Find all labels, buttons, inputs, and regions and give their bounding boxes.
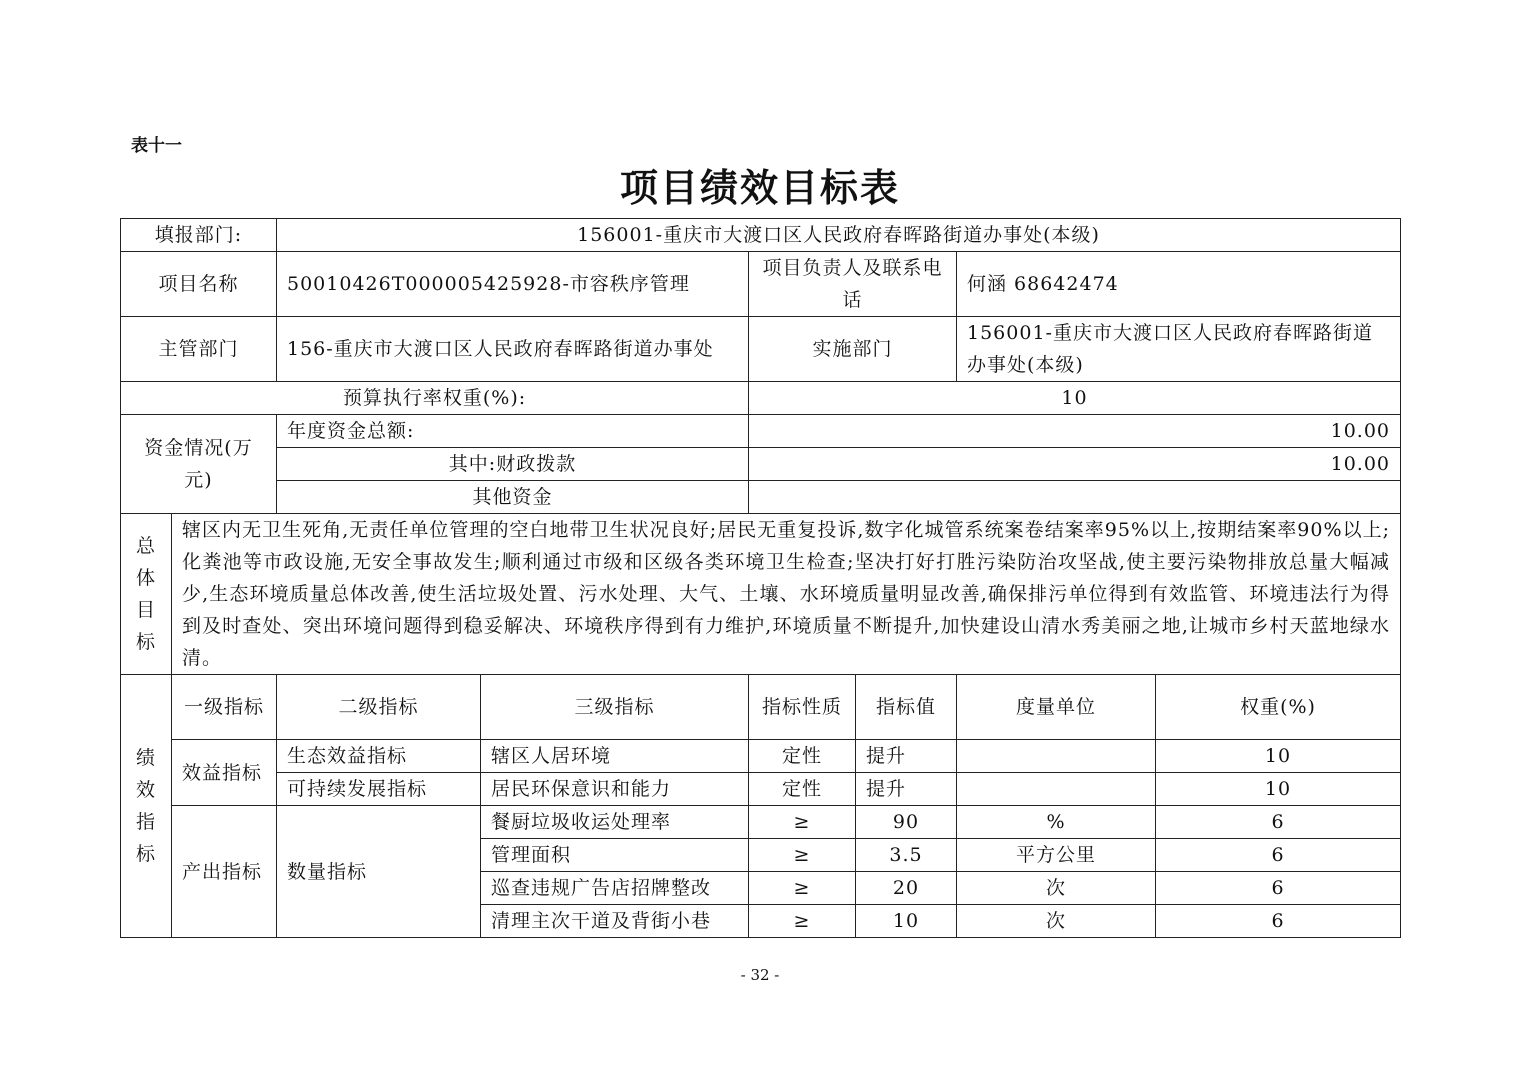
level2-cell: 可持续发展指标 bbox=[277, 773, 481, 806]
header-weight: 权重(%) bbox=[1156, 675, 1401, 740]
fiscal-value: 10.00 bbox=[749, 448, 1401, 481]
nature-cell: ≥ bbox=[749, 905, 856, 938]
value-cell: 提升 bbox=[856, 740, 957, 773]
value-cell: 3.5 bbox=[856, 839, 957, 872]
unit-cell: % bbox=[957, 806, 1156, 839]
unit-cell: 次 bbox=[957, 905, 1156, 938]
output-indicator-label: 产出指标 bbox=[172, 806, 277, 938]
other-funds-value bbox=[749, 481, 1401, 514]
project-name-row bbox=[121, 252, 1401, 317]
nature-cell: 定性 bbox=[749, 740, 856, 773]
budget-rate-value: 10 bbox=[749, 382, 1401, 415]
unit-cell: 次 bbox=[957, 872, 1156, 905]
indicators-label: 绩效指标 bbox=[121, 675, 172, 938]
level3-cell: 居民环保意识和能力 bbox=[481, 773, 749, 806]
header-level3: 三级指标 bbox=[481, 675, 749, 740]
weight-cell: 10 bbox=[1156, 773, 1401, 806]
budget-rate-label: 预算执行率权重(%): bbox=[121, 382, 749, 415]
overall-goal-text: 辖区内无卫生死角,无责任单位管理的空白地带卫生状况良好;居民无重复投诉,数字化城管系统案卷结案率95%以上,按期结案率90%以上;化粪池等市政设施,无安全事故发生;顺利通过市级和区级各类环境卫生检查;坚决打好打胜污染防治攻坚战,使主要污染物排放总量大幅减少,生态环境质量总体改善,使生活垃圾处置、污水处理、大气、土壤、水环境质量明显改善,确保排污单位得到有效监管、环境违法行为得到及时查处、突出环境问题得到稳妥解决、环境秩序得到有力维护,环境质量不断提升,加快建设山清水秀美丽之地,让城市乡村天蓝地绿水清。 bbox=[172, 514, 1401, 675]
fiscal-label: 其中:财政拨款 bbox=[277, 448, 749, 481]
header-level1: 一级指标 bbox=[172, 675, 277, 740]
dept-row bbox=[121, 219, 1401, 252]
indicator-header-row bbox=[121, 675, 1401, 740]
project-name-label: 项目名称 bbox=[121, 252, 277, 317]
annual-total-label: 年度资金总额: bbox=[277, 415, 749, 448]
header-nature: 指标性质 bbox=[749, 675, 856, 740]
page-number: - 32 - bbox=[740, 966, 780, 984]
level3-cell: 辖区人居环境 bbox=[481, 740, 749, 773]
table-row bbox=[121, 806, 1401, 839]
table-number-label: 表十一 bbox=[131, 136, 182, 156]
header-level2: 二级指标 bbox=[277, 675, 481, 740]
funds-row-fiscal bbox=[121, 448, 1401, 481]
project-name-value: 50010426T000005425928-市容秩序管理 bbox=[277, 252, 749, 317]
leader-value: 何涵 68642474 bbox=[957, 252, 1401, 317]
level3-cell: 巡查违规广告店招牌整改 bbox=[481, 872, 749, 905]
weight-cell: 10 bbox=[1156, 740, 1401, 773]
implementer-value: 156001-重庆市大渡口区人民政府春晖路街道办事处(本级) bbox=[957, 317, 1401, 382]
level3-cell: 餐厨垃圾收运处理率 bbox=[481, 806, 749, 839]
unit-cell bbox=[957, 740, 1156, 773]
dept-label: 填报部门: bbox=[121, 219, 277, 252]
benefit-indicator-label: 效益指标 bbox=[172, 740, 277, 806]
weight-cell: 6 bbox=[1156, 839, 1401, 872]
overall-goal-row bbox=[121, 514, 1401, 675]
leader-label: 项目负责人及联系电话 bbox=[749, 252, 957, 317]
other-funds-label: 其他资金 bbox=[277, 481, 749, 514]
header-unit: 度量单位 bbox=[957, 675, 1156, 740]
level3-cell: 管理面积 bbox=[481, 839, 749, 872]
funds-row-total bbox=[121, 415, 1401, 448]
funds-row-other bbox=[121, 481, 1401, 514]
level2-cell: 生态效益指标 bbox=[277, 740, 481, 773]
nature-cell: ≥ bbox=[749, 839, 856, 872]
nature-cell: ≥ bbox=[749, 806, 856, 839]
value-cell: 提升 bbox=[856, 773, 957, 806]
annual-total-value: 10.00 bbox=[749, 415, 1401, 448]
performance-target-table bbox=[120, 218, 1401, 938]
weight-cell: 6 bbox=[1156, 806, 1401, 839]
overall-goal-label: 总体目标 bbox=[121, 514, 172, 675]
table-row bbox=[121, 773, 1401, 806]
page-title: 项目绩效目标表 bbox=[619, 165, 900, 210]
nature-cell: ≥ bbox=[749, 872, 856, 905]
budget-rate-row bbox=[121, 382, 1401, 415]
value-cell: 10 bbox=[856, 905, 957, 938]
value-cell: 20 bbox=[856, 872, 957, 905]
supervisor-value: 156-重庆市大渡口区人民政府春晖路街道办事处 bbox=[277, 317, 749, 382]
funds-label: 资金情况(万元) bbox=[121, 415, 277, 514]
weight-cell: 6 bbox=[1156, 905, 1401, 938]
weight-cell: 6 bbox=[1156, 872, 1401, 905]
supervisor-label: 主管部门 bbox=[121, 317, 277, 382]
dept-value: 156001-重庆市大渡口区人民政府春晖路街道办事处(本级) bbox=[277, 219, 1401, 252]
department-row bbox=[121, 317, 1401, 382]
implementer-label: 实施部门 bbox=[749, 317, 957, 382]
header-value: 指标值 bbox=[856, 675, 957, 740]
value-cell: 90 bbox=[856, 806, 957, 839]
nature-cell: 定性 bbox=[749, 773, 856, 806]
quantity-indicator-label: 数量指标 bbox=[277, 806, 481, 938]
level3-cell: 清理主次干道及背街小巷 bbox=[481, 905, 749, 938]
unit-cell bbox=[957, 773, 1156, 806]
table-row bbox=[121, 740, 1401, 773]
unit-cell: 平方公里 bbox=[957, 839, 1156, 872]
